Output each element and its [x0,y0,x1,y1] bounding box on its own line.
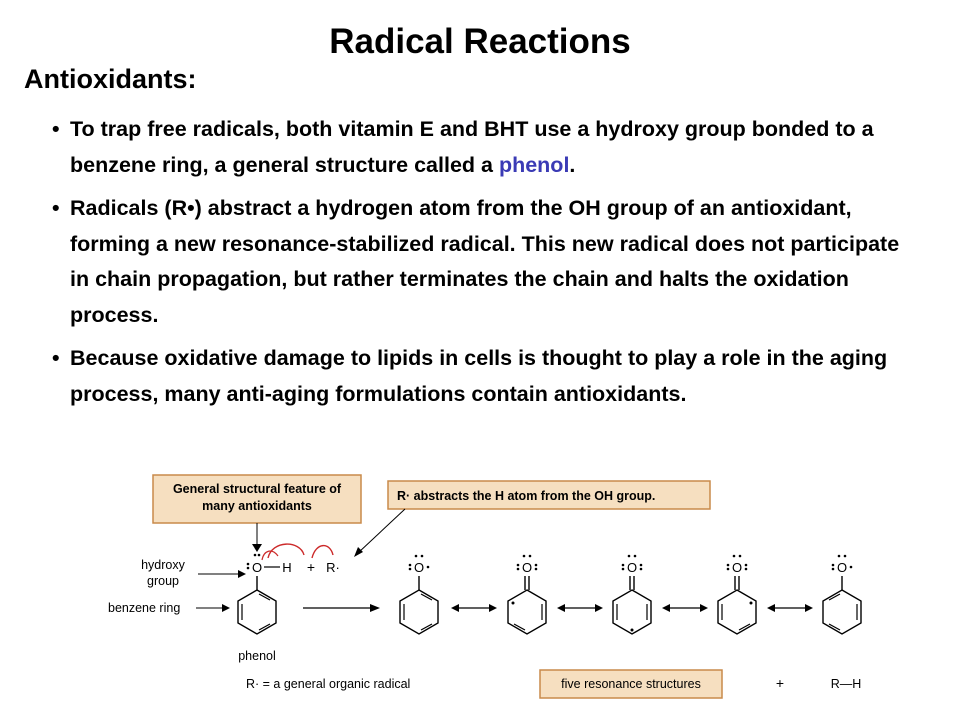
oxygen-atom: O [521,560,533,575]
reaction-arrowhead [370,604,380,612]
section-heading: Antioxidants: [24,64,197,94]
phenol-oxygen: O [251,560,263,575]
resonance-arrowhead-right [489,604,497,612]
label-phenol: phenol [238,649,276,663]
resonance-arrowhead-left [451,604,459,612]
bullet-aging: • Because oxidative damage to lipids in cells is thought to play a role in the aging process, many anti-aging formulations contain antioxidants. [52,341,922,412]
oxygen-atom: O [836,560,848,575]
electron-arrow [312,546,333,558]
reactant-radical: R· [326,560,340,575]
legend-radical-definition: R· = a general organic radical [246,677,411,691]
bullet-text: To trap free radicals, both vitamin E and BHT use a hydroxy group bonded to a benzene ring, a general structure called a [70,117,874,177]
resonance-arrowhead-right [805,604,813,612]
oxygen-atom: O [413,560,425,575]
bullet-period: . [569,152,576,177]
hydroxy-arrowhead [238,570,246,578]
label-benzene-ring: benzene ring [108,601,181,615]
callout-feature-line2: many antioxidants [202,499,312,513]
slide-title: Radical Reactions [329,22,631,61]
resonance-arrowhead-left [662,604,670,612]
lone-pair-dot [258,554,261,557]
resonance-arrowhead-left [557,604,565,612]
electron-arrow [268,544,304,558]
benzene-arrowhead [222,604,230,612]
callout-abstract-arrowhead [354,547,363,557]
oxygen-atom: O [626,560,638,575]
reactant-plus: + [306,559,316,575]
callout-feature-arrowhead [252,544,262,552]
callout-abstract-pointer [358,509,405,553]
label-group: group [147,574,179,588]
label-hydroxy: hydroxy [141,558,185,572]
lone-pair-dot [254,554,257,557]
lone-pair-dot [247,563,250,566]
resonance-arrowhead-left [767,604,775,612]
resonance-arrowhead-right [595,604,603,612]
resonance-label: five resonance structures [561,677,701,691]
product-plus: + [775,675,785,691]
oxygen-atom: O [731,560,743,575]
reactant-hydrogen: H [282,560,292,575]
lone-pair-dot [247,567,250,570]
bullet-radicals: • Radicals (R•) abstract a hydrogen atom from the OH group of an antioxidant, forming a new resonance-stabilized radical. This new radical does not participate in chain propagation, but rather terminates the chain and halts the oxidation process. [52,191,922,333]
product-rh: R—H [830,677,862,691]
callout-abstract-text: R· abstracts the H atom from the OH group. [397,489,656,503]
phenol-term: phenol [498,152,570,177]
callout-feature-line1: General structural feature of [172,482,342,496]
resonance-arrowhead-right [700,604,708,612]
phenol-structure [238,576,276,634]
